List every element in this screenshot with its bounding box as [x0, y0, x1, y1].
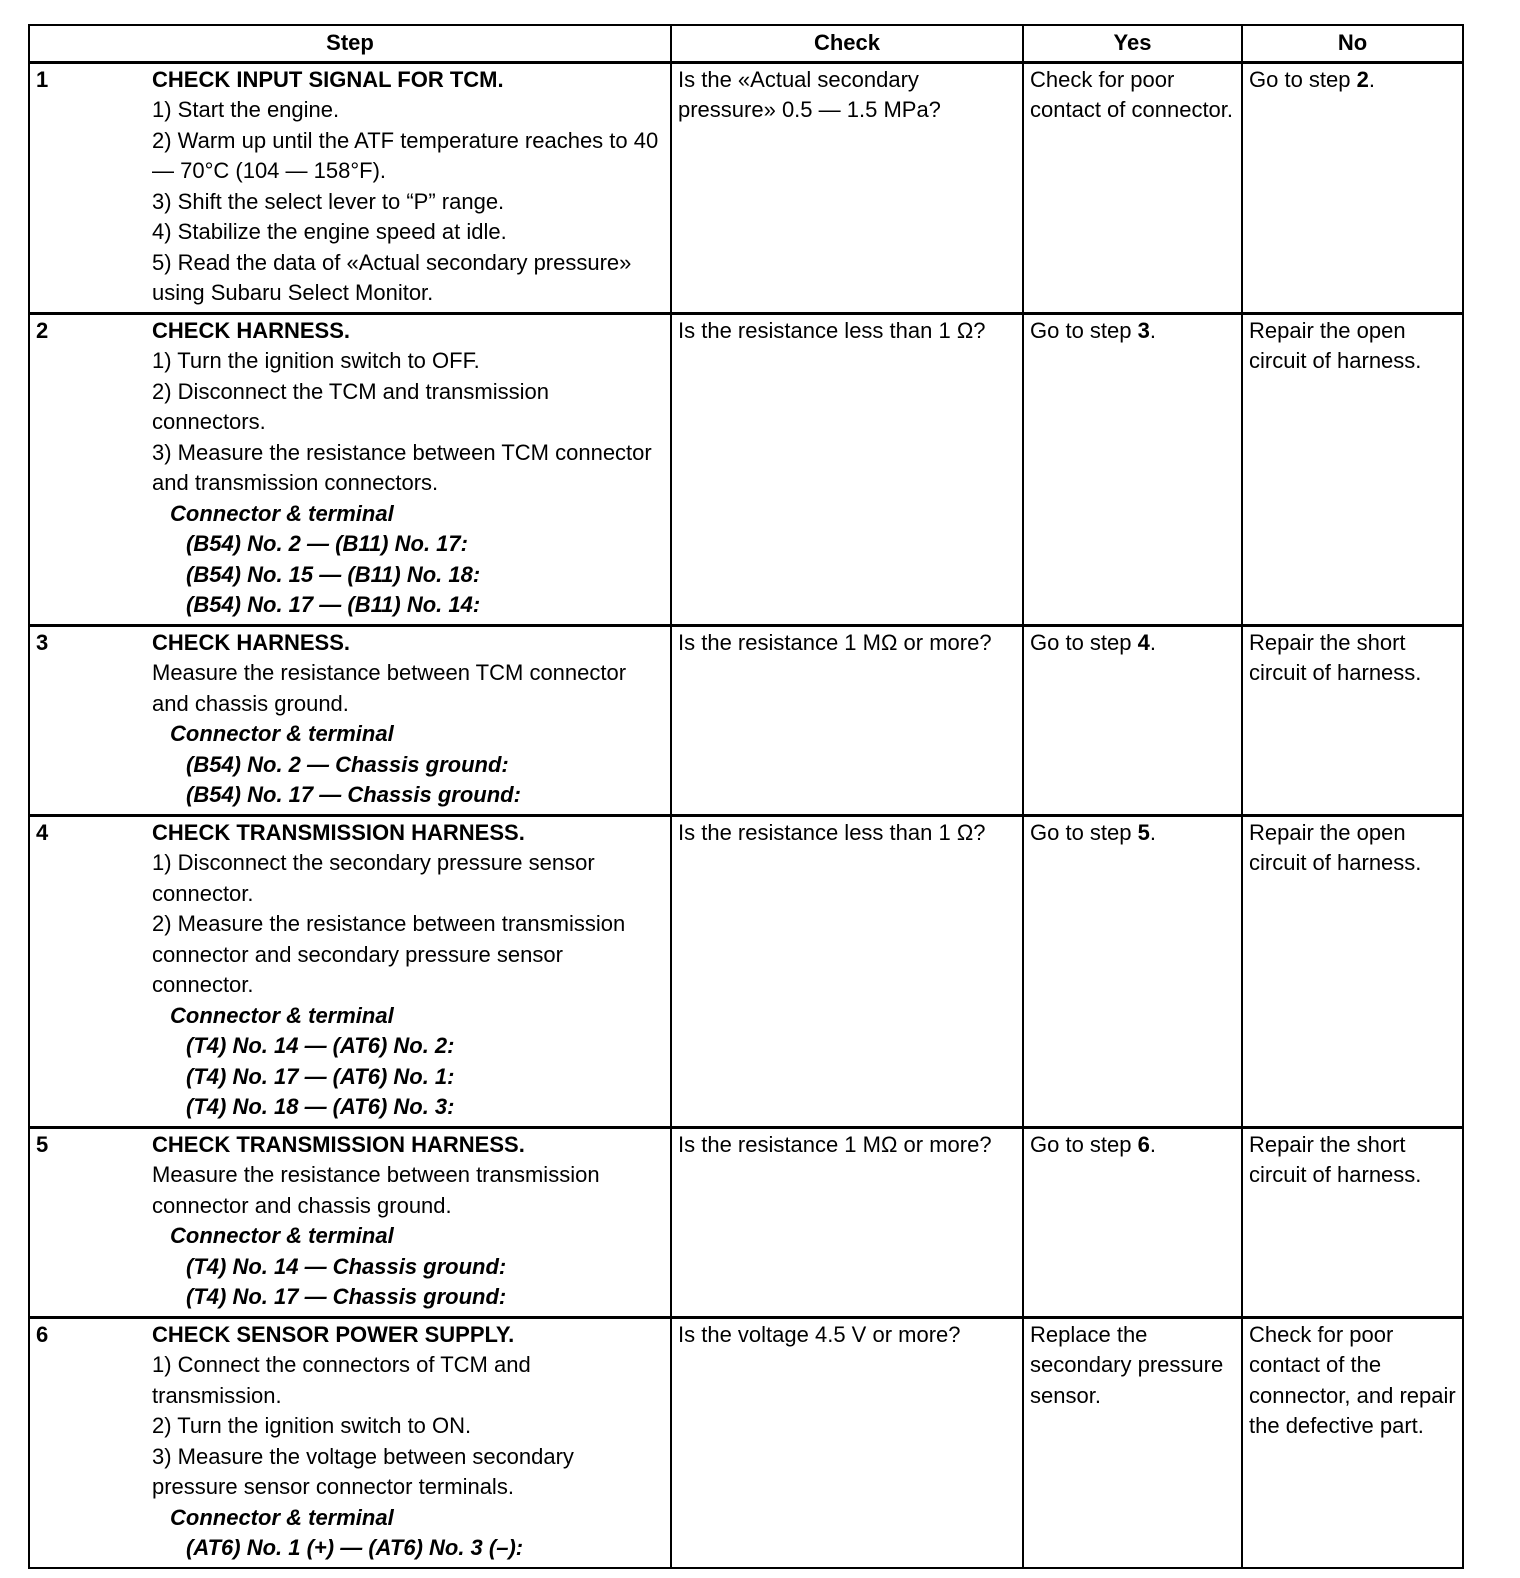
step-title: CHECK TRANSMISSION HARNESS. [152, 819, 525, 845]
no-cell [1242, 62, 1463, 313]
step-content [36, 316, 664, 621]
step-number: 1 [36, 66, 49, 92]
yes-cell-text: Replace the secondary pressure sensor. [1030, 1321, 1224, 1408]
yes-cell-text: Go to step [1030, 317, 1138, 343]
connector-terminal-pair: (T4) No. 14 — (AT6) No. 2: [186, 1033, 455, 1058]
table-row-step-4 [29, 815, 1463, 1127]
diagnostic-table-container [28, 24, 1462, 1569]
step-instruction: Measure the resistance between transmission connector and chassis ground. [152, 1162, 600, 1218]
yes-cell-step-ref: 4 [1137, 629, 1150, 655]
table-body [29, 62, 1463, 1568]
connector-terminal-pair: (B54) No. 2 — (B11) No. 17: [186, 531, 468, 556]
check-cell: Is the resistance less than 1 Ω? [671, 815, 1023, 1127]
no-cell [1242, 313, 1463, 625]
step-body [152, 628, 664, 811]
yes-cell-text: Go to step [1030, 1131, 1138, 1157]
yes-cell-text: Go to step [1030, 819, 1138, 845]
check-cell: Is the voltage 4.5 V or more? [671, 1317, 1023, 1568]
step-instruction: 1) Disconnect the secondary pressure sensor connector. [152, 850, 595, 906]
table-row-step-3 [29, 625, 1463, 815]
connector-terminal-pair: (B54) No. 15 — (B11) No. 18: [186, 561, 481, 587]
table-row-step-6 [29, 1317, 1463, 1568]
step-instruction: 4) Stabilize the engine speed at idle. [152, 219, 507, 244]
step-title: CHECK HARNESS. [152, 317, 351, 343]
step-cell [29, 1127, 671, 1317]
step-instruction: 1) Start the engine. [152, 97, 340, 122]
step-content [36, 1320, 664, 1564]
step-cell [29, 815, 671, 1127]
check-cell: Is the «Actual secondary pressure» 0.5 — 1.5 MPa? [671, 62, 1023, 313]
yes-cell-text: Go to step [1030, 629, 1138, 655]
no-cell-text: Check for poor contact of the connector, and repair the defective part. [1249, 1321, 1456, 1438]
connector-terminal-heading: Connector & terminal [170, 721, 394, 746]
table-header-row [29, 25, 1463, 62]
connector-terminal-pair: (B54) No. 2 — Chassis ground: [186, 751, 509, 777]
step-instruction: 2) Disconnect the TCM and transmission connectors. [152, 378, 549, 434]
table-row-step-1 [29, 62, 1463, 313]
yes-cell [1023, 1127, 1242, 1317]
step-instruction: 1) Turn the ignition switch to OFF. [152, 348, 480, 373]
step-instruction: 2) Turn the ignition switch to ON. [152, 1413, 472, 1438]
step-title: CHECK SENSOR POWER SUPPLY. [152, 1321, 515, 1347]
step-number: 3 [36, 629, 49, 655]
connector-terminal-pair: (B54) No. 17 — (B11) No. 14: [186, 592, 481, 617]
connector-terminal-heading: Connector & terminal [170, 1002, 394, 1028]
yes-cell-period: . [1149, 317, 1156, 343]
step-number: 6 [36, 1321, 49, 1347]
step-instruction: 2) Measure the resistance between transmission connector and secondary pressure sensor connector. [152, 911, 626, 997]
connector-terminal-pair: (T4) No. 14 — Chassis ground: [186, 1253, 507, 1279]
no-cell-text: Repair the short circuit of harness. [1249, 629, 1422, 685]
step-instruction: 3) Measure the voltage between secondary pressure sensor connector terminals. [152, 1443, 574, 1499]
connector-terminal-pair: (B54) No. 17 — Chassis ground: [186, 782, 521, 807]
connector-terminal-pair: (T4) No. 18 — (AT6) No. 3: [186, 1094, 455, 1119]
yes-cell-step-ref: 3 [1137, 317, 1150, 343]
step-content [36, 1130, 664, 1313]
check-cell: Is the resistance 1 MΩ or more? [671, 1127, 1023, 1317]
step-body [152, 316, 664, 621]
connector-terminal-pair: (T4) No. 17 — Chassis ground: [186, 1284, 507, 1309]
step-instruction: 2) Warm up until the ATF temperature reaches to 40 — 70°C (104 — 158°F). [152, 127, 659, 183]
check-cell: Is the resistance 1 MΩ or more? [671, 625, 1023, 815]
yes-cell-period: . [1149, 1131, 1156, 1157]
step-content [36, 65, 664, 309]
step-body [152, 1320, 664, 1564]
yes-cell [1023, 625, 1242, 815]
no-cell-text: Repair the open circuit of harness. [1249, 317, 1422, 373]
yes-cell-text: Check for poor contact of connector. [1030, 66, 1234, 122]
no-cell-text: Repair the open circuit of harness. [1249, 819, 1422, 875]
connector-terminal-pair: (AT6) No. 1 (+) — (AT6) No. 3 (–): [186, 1535, 524, 1560]
connector-terminal-pair: (T4) No. 17 — (AT6) No. 1: [186, 1063, 455, 1089]
step-cell [29, 62, 671, 313]
yes-cell [1023, 313, 1242, 625]
yes-cell-step-ref: 6 [1137, 1131, 1150, 1157]
yes-cell [1023, 815, 1242, 1127]
no-cell [1242, 1317, 1463, 1568]
yes-cell [1023, 1317, 1242, 1568]
header-no: No [1242, 25, 1463, 62]
no-cell-text: Repair the short circuit of harness. [1249, 1131, 1422, 1187]
header-step: Step [29, 25, 671, 62]
step-number: 5 [36, 1131, 49, 1157]
step-body [152, 818, 664, 1123]
connector-terminal-heading: Connector & terminal [170, 1223, 394, 1248]
connector-terminal-heading: Connector & terminal [170, 1504, 394, 1530]
no-cell-step-ref: 2 [1356, 66, 1369, 92]
header-yes: Yes [1023, 25, 1242, 62]
step-content [36, 628, 664, 811]
step-instruction: 1) Connect the connectors of TCM and transmission. [152, 1352, 531, 1408]
step-instruction: Measure the resistance between TCM connector and chassis ground. [152, 660, 627, 716]
yes-cell-period: . [1149, 819, 1156, 845]
step-number: 2 [36, 317, 49, 343]
no-cell [1242, 1127, 1463, 1317]
step-content [36, 818, 664, 1123]
step-title: CHECK TRANSMISSION HARNESS. [152, 1131, 525, 1157]
yes-cell-step-ref: 5 [1137, 819, 1150, 845]
step-cell [29, 313, 671, 625]
yes-cell [1023, 62, 1242, 313]
yes-cell-period: . [1149, 629, 1156, 655]
step-instruction: 5) Read the data of «Actual secondary pressure» using Subaru Select Monitor. [152, 249, 632, 305]
table-row-step-5 [29, 1127, 1463, 1317]
check-cell: Is the resistance less than 1 Ω? [671, 313, 1023, 625]
no-cell [1242, 815, 1463, 1127]
connector-terminal-heading: Connector & terminal [170, 500, 394, 526]
step-title: CHECK INPUT SIGNAL FOR TCM. [152, 66, 504, 92]
step-number: 4 [36, 819, 49, 845]
step-instruction: 3) Shift the select lever to “P” range. [152, 188, 505, 214]
no-cell [1242, 625, 1463, 815]
header-check: Check [671, 25, 1023, 62]
step-cell [29, 625, 671, 815]
diagnostic-table [28, 24, 1464, 1569]
no-cell-text: Go to step [1249, 66, 1357, 92]
table-row-step-2 [29, 313, 1463, 625]
step-title: CHECK HARNESS. [152, 629, 351, 655]
step-body [152, 1130, 664, 1313]
step-body [152, 65, 664, 309]
no-cell-period: . [1368, 66, 1375, 92]
step-cell [29, 1317, 671, 1568]
step-instruction: 3) Measure the resistance between TCM connector and transmission connectors. [152, 439, 652, 495]
